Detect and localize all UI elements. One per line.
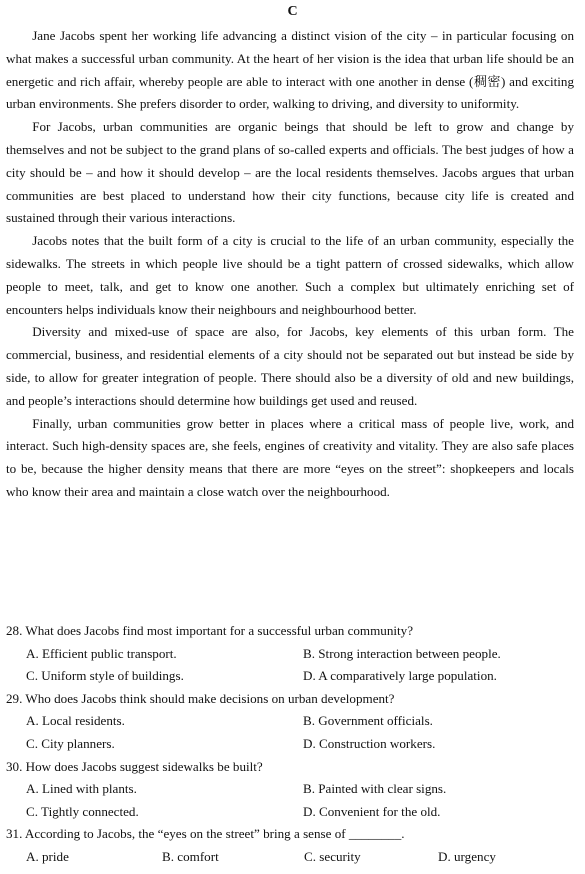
option-a: A. Lined with plants. xyxy=(26,781,137,797)
option-b: B. Strong interaction between people. xyxy=(303,645,501,661)
option-d: D. Convenient for the old. xyxy=(303,803,441,819)
section-title: C xyxy=(287,4,298,19)
reading-passage xyxy=(6,25,574,504)
option-row xyxy=(6,710,578,733)
question-stem: 28. What does Jacobs find most important for a successful urban community? xyxy=(6,623,414,638)
option-c: C. Uniform style of buildings. xyxy=(26,668,184,684)
option-row xyxy=(6,801,578,824)
option-row xyxy=(6,733,578,756)
passage-paragraph-3: Jacobs notes that the built form of a city is crucial to the life of an urban community, especially the sidewalks. The streets in which people live should be a tight pattern of crossed sidewalks, which allow people to meet, talk, and get to know one another. Such a complex but ultimately enriching set of encounters helps individuals know their neighbours and neighbourhood better. xyxy=(6,233,574,317)
question-29 xyxy=(6,688,578,756)
option-a: A. pride xyxy=(26,848,69,864)
question-list xyxy=(6,620,578,869)
question-30 xyxy=(6,756,578,824)
option-row xyxy=(6,643,578,666)
passage-paragraph-4: Diversity and mixed-use of space are also, for Jacobs, key elements of this urban form. The commercial, business, and residential elements of a city should not be separated out but instead be side by side, to allow for greater integration of people. There should also be a diversity of old and new buildings, and people’s interactions should determine how buildings get used and reused. xyxy=(6,324,574,408)
option-c: C. Tightly connected. xyxy=(26,803,139,819)
option-c: C. City planners. xyxy=(26,735,115,751)
option-a: A. Local residents. xyxy=(26,713,125,729)
option-row xyxy=(6,778,578,801)
option-c: C. security xyxy=(304,848,361,864)
option-row xyxy=(6,846,578,869)
passage-paragraph-2: For Jacobs, urban communities are organic beings that should be left to grow and change by themselves and not be subject to the grand plans of so-called experts and officials. The best judges of how a city should be – and how it should develop – are the local residents themselves. Jacobs argues that urban communities are best placed to understand how their city functions, because city life is created and sustained through their various interactions. xyxy=(6,119,574,226)
option-d: D. urgency xyxy=(438,848,496,864)
option-b: B. comfort xyxy=(162,848,219,864)
option-b: B. Painted with clear signs. xyxy=(303,781,447,797)
option-a: A. Efficient public transport. xyxy=(26,645,177,661)
option-d: D. A comparatively large population. xyxy=(303,668,497,684)
option-row xyxy=(6,665,578,688)
option-b: B. Government officials. xyxy=(303,713,433,729)
question-28 xyxy=(6,620,578,688)
question-stem: 29. Who does Jacobs think should make decisions on urban development? xyxy=(6,690,395,706)
question-31 xyxy=(6,823,578,868)
question-stem: 30. How does Jacobs suggest sidewalks be built? xyxy=(6,758,263,774)
passage-paragraph-5: Finally, urban communities grow better in places where a critical mass of people live, work, and interact. Such high-density spaces are, she feels, engines of creativity and vitality. They are also safe places to be, because the higher density means that there are more “eyes on the street”: shopkeepers and locals who know their area and maintain a close watch over the neighbourhood. xyxy=(6,415,574,499)
option-d: D. Construction workers. xyxy=(303,735,436,751)
passage-paragraph-1: Jane Jacobs spent her working life advancing a distinct vision of the city – in particular focusing on what makes a successful urban community. At the heart of her vision is the idea that urban life should be an energetic and rich affair, whereby people are able to interact with one another in dense (稠密) and exciting urban environments. She prefers disorder to order, walking to driving, and diversity to uniformity. xyxy=(6,28,574,112)
question-stem: 31. According to Jacobs, the “eyes on the street” bring a sense of ________. xyxy=(6,826,405,842)
